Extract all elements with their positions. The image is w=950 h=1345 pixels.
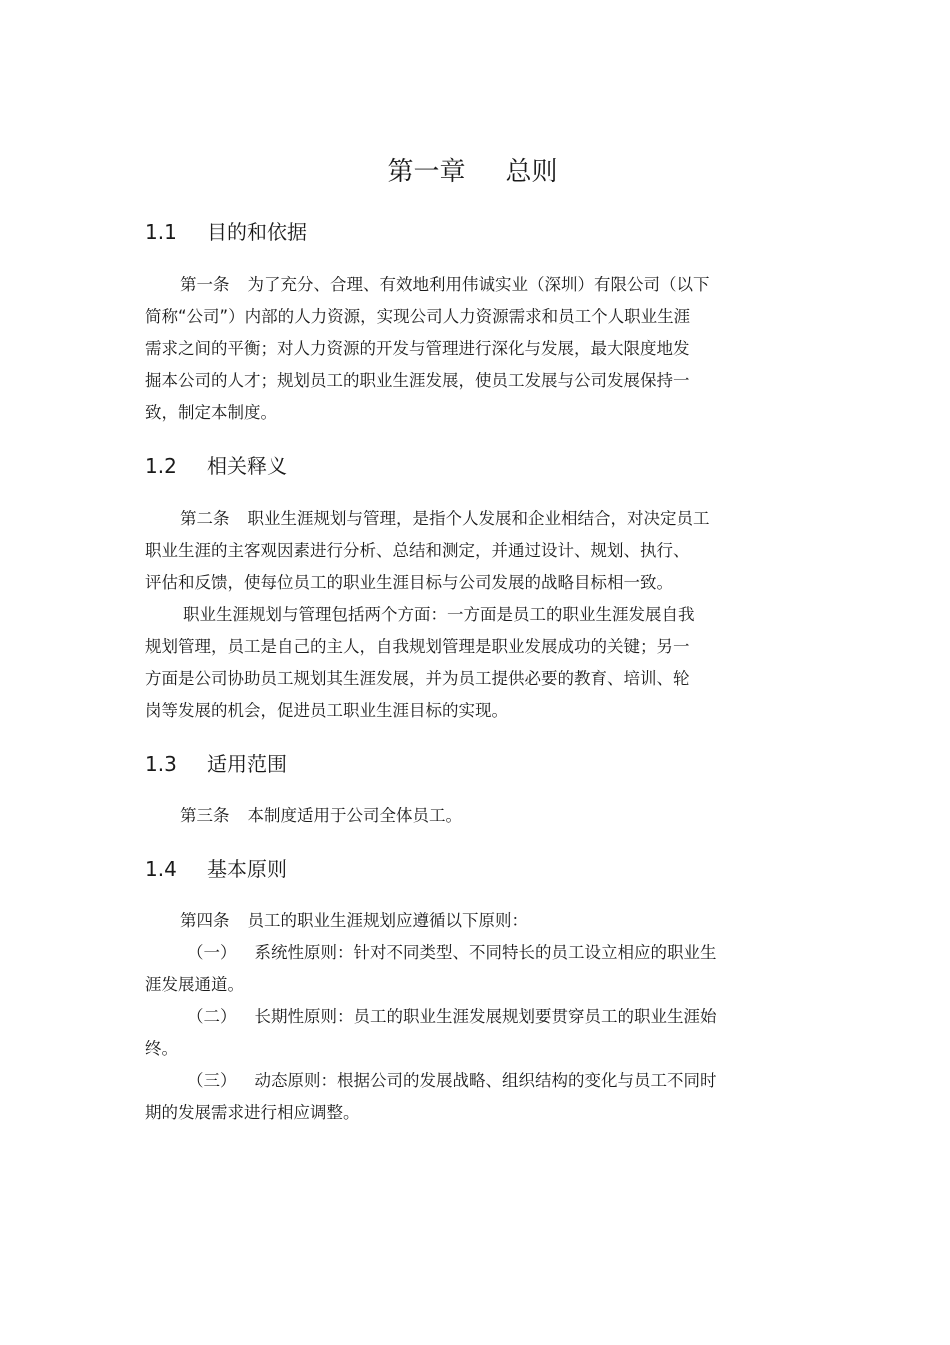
section-heading-1-2 <box>145 451 287 481</box>
article-2-paragraph <box>145 503 765 727</box>
principle-marker: （一） <box>187 943 237 962</box>
section-title: 适用范围 <box>207 752 287 776</box>
article-3-paragraph <box>145 800 765 832</box>
text-line: 评估和反馈，使每位员工的职业生涯目标与公司发展的战略目标相一致。 <box>145 573 673 592</box>
principle-1 <box>145 937 765 969</box>
section-number: 1.4 <box>145 857 177 881</box>
section-number: 1.2 <box>145 454 177 478</box>
text-line: 职业生涯规划与管理，是指个人发展和企业相结合，对决定员工 <box>247 509 710 528</box>
chapter-label: 第一章 <box>387 157 466 187</box>
text-line: 本制度适用于公司全体员工。 <box>247 806 462 825</box>
principle-3 <box>145 1065 765 1097</box>
text-line: 掘本公司的人才；规划员工的职业生涯发展，使员工发展与公司发展保持一 <box>145 371 690 390</box>
article-label: 第一条 <box>180 275 230 294</box>
text-line: 职业生涯的主客观因素进行分析、总结和测定，并通过设计、规划、执行、 <box>145 541 690 560</box>
section-number: 1.3 <box>145 752 177 776</box>
text-line: 规划管理，员工是自己的主人，自我规划管理是职业发展成功的关键；另一 <box>145 637 690 656</box>
section-title: 基本原则 <box>207 857 287 881</box>
principle-2 <box>145 1001 765 1033</box>
principle-marker: （三） <box>187 1071 237 1090</box>
text-line: 系统性原则：针对不同类型、不同特长的员工设立相应的职业生 <box>254 943 717 962</box>
article-label: 第四条 <box>180 911 230 930</box>
text-line: 终。 <box>145 1039 178 1058</box>
text-line: 需求之间的平衡；对人力资源的开发与管理进行深化与发展，最大限度地发 <box>145 339 690 358</box>
text-line: 职业生涯规划与管理包括两个方面：一方面是员工的职业生涯发展自我 <box>183 605 695 624</box>
section-heading-1-4 <box>145 854 287 884</box>
text-line: 员工的职业生涯规划应遵循以下原则： <box>247 911 528 930</box>
text-line: 为了充分、合理、有效地利用伟诚实业（深圳）有限公司（以下 <box>247 275 710 294</box>
section-title: 目的和依据 <box>207 220 307 244</box>
section-number: 1.1 <box>145 220 177 244</box>
chapter-title <box>0 152 945 192</box>
article-label: 第二条 <box>180 509 230 528</box>
text-line: 涯发展通道。 <box>145 975 244 994</box>
text-line: 岗等发展的机会，促进员工职业生涯目标的实现。 <box>145 701 508 720</box>
chapter-name: 总则 <box>505 157 558 187</box>
section-heading-1-3 <box>145 749 287 779</box>
text-line: 简称“公司”）内部的人力资源，实现公司人力资源需求和员工个人职业生涯 <box>145 307 691 326</box>
text-line: 长期性原则：员工的职业生涯发展规划要贯穿员工的职业生涯始 <box>254 1007 717 1026</box>
text-line: 期的发展需求进行相应调整。 <box>145 1103 360 1122</box>
principle-marker: （二） <box>187 1007 237 1026</box>
text-line: 动态原则：根据公司的发展战略、组织结构的变化与员工不同时 <box>254 1071 717 1090</box>
text-line: 致，制定本制度。 <box>145 403 277 422</box>
section-title: 相关释义 <box>207 454 287 478</box>
article-1-paragraph <box>145 269 765 429</box>
section-heading-1-1 <box>145 217 307 247</box>
text-line: 方面是公司协助员工规划其生涯发展，并为员工提供必要的教育、培训、轮 <box>145 669 690 688</box>
article-label: 第三条 <box>180 806 230 825</box>
article-4-paragraph <box>145 905 765 1129</box>
